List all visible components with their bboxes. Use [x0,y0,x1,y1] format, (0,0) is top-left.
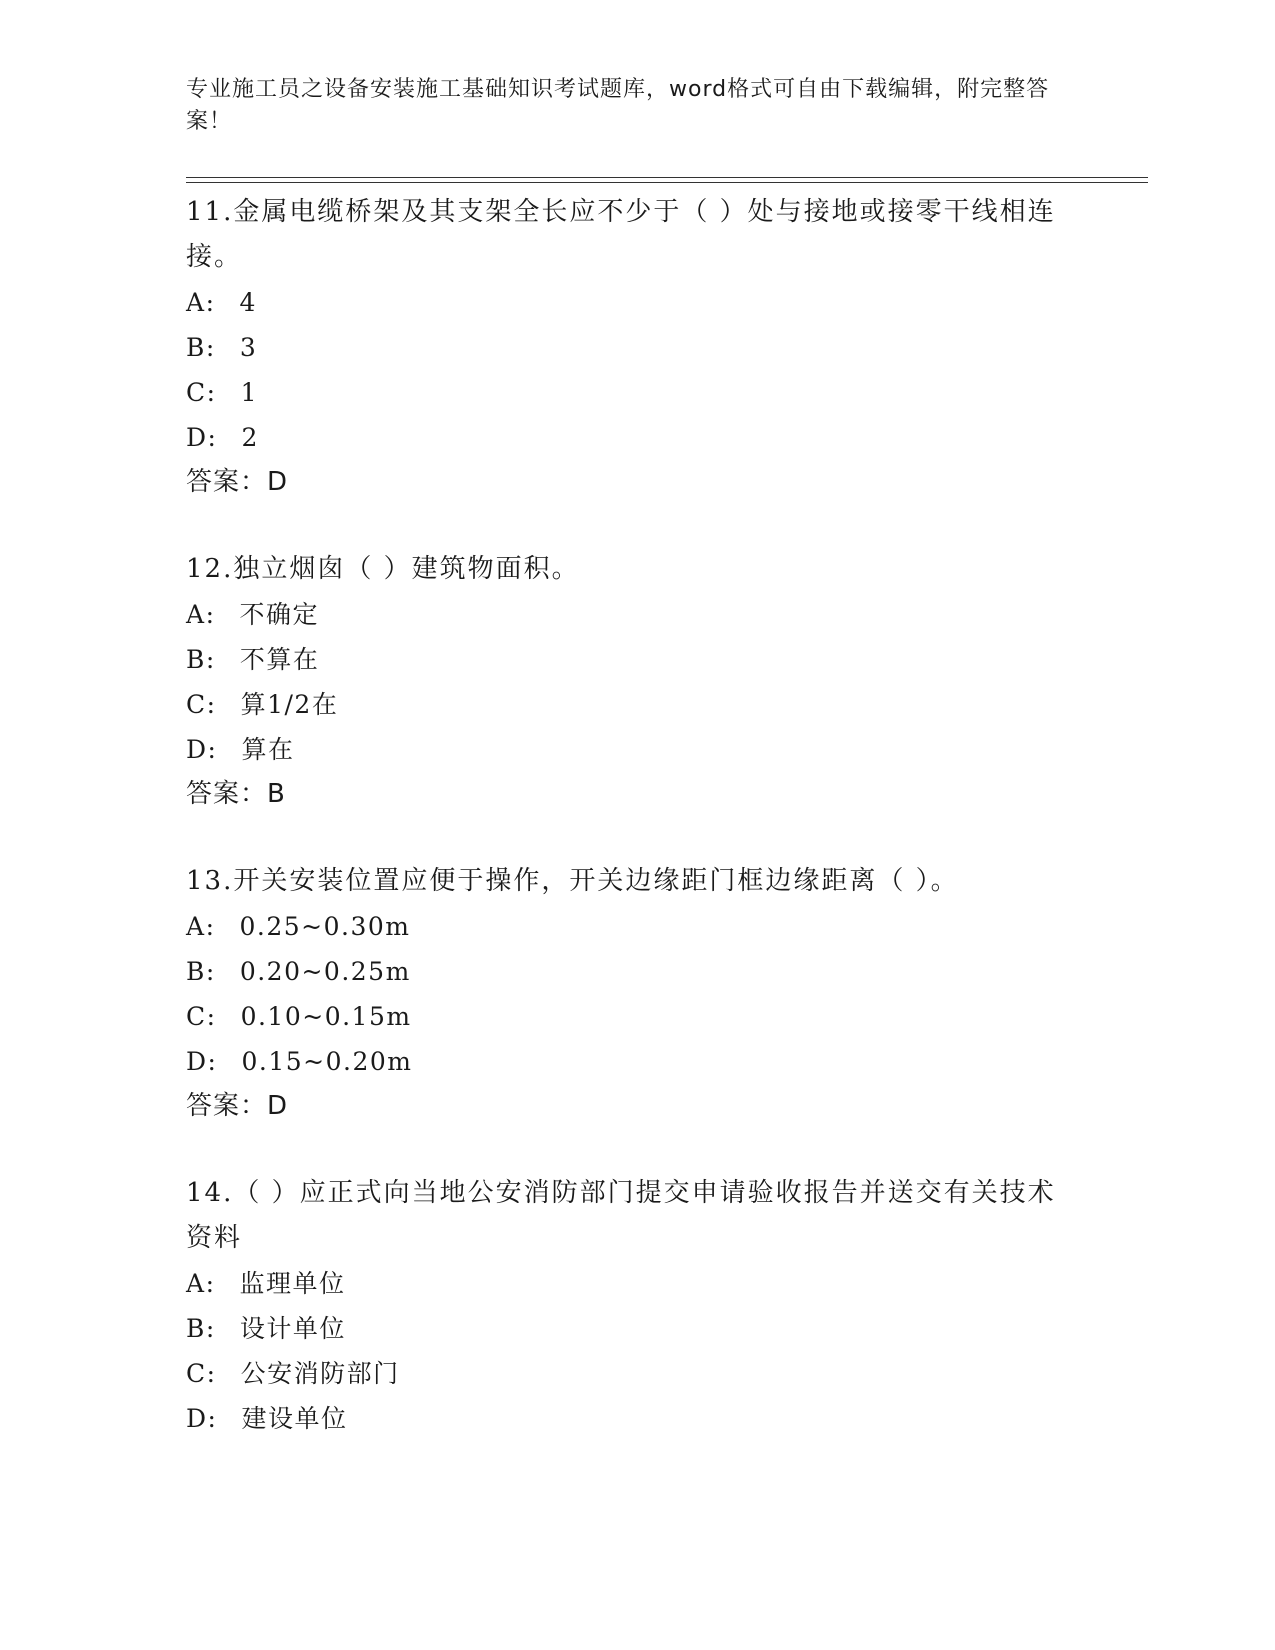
option-letter: B [186,333,206,362]
option-separator: : [207,735,218,764]
option-separator: : [205,912,216,941]
option-text: 设计单位 [239,1314,346,1343]
option-text: 1 [240,378,258,407]
option-separator: : [206,690,217,719]
option-separator: : [205,333,216,362]
option-text: 监理单位 [239,1269,346,1298]
option-c [186,1351,1066,1396]
option-a [186,904,1066,949]
option-separator: : [205,288,216,317]
answer-line: 答案：D [186,1091,289,1121]
option-letter: A [186,1269,206,1298]
option-letter: A [186,600,206,629]
question-12 [186,547,1066,817]
option-letter: B [186,1314,206,1343]
option-letter: C [186,1002,207,1031]
option-text: 4 [239,288,257,317]
option-text: 不算在 [239,645,320,674]
question-stem: 12.独立烟囱（ ）建筑物面积。 [186,554,580,584]
question-stem: 11.金属电缆桥架及其支架全长应不少于（ ）处与接地或接零干线相连接。 [186,197,1056,272]
answer-line: 答案：B [186,779,286,809]
option-a [186,592,1066,637]
option-letter: B [186,645,206,674]
option-b [186,637,1066,682]
question-stem: 14.（ ）应正式向当地公安消防部门提交申请验收报告并送交有关技术资料 [186,1178,1056,1253]
option-list [186,592,1066,772]
option-text: 算1/2在 [240,690,339,719]
option-d [186,727,1066,772]
option-text: 0.15~0.20m [241,1047,413,1076]
question-11 [186,190,1066,505]
document-header: 专业施工员之设备安装施工基础知识考试题库，word格式可自由下载编辑，附完整答案！ [186,77,1050,134]
option-separator: : [205,1269,216,1298]
option-separator: : [205,1314,216,1343]
option-text: 算在 [241,735,295,764]
option-text: 0.25~0.30m [239,912,411,941]
option-text: 2 [241,423,259,452]
option-list [186,904,1066,1084]
option-b [186,1306,1066,1351]
option-list [186,1261,1066,1441]
option-separator: : [205,600,216,629]
option-c [186,994,1066,1039]
option-d [186,415,1066,460]
option-b [186,325,1066,370]
option-separator: : [205,957,216,986]
option-letter: D [186,1404,208,1433]
option-letter: C [186,690,207,719]
header-divider-top [186,177,1148,178]
option-separator: : [207,1047,218,1076]
option-b [186,949,1066,994]
question-stem: 13.开关安装位置应便于操作，开关边缘距门框边缘距离（ ）。 [186,866,959,896]
option-separator: : [206,378,217,407]
option-text: 0.10~0.15m [240,1002,412,1031]
option-text: 3 [239,333,258,362]
option-a [186,280,1066,325]
answer-line: 答案：D [186,467,289,497]
option-separator: : [207,1404,218,1433]
option-text: 公安消防部门 [240,1359,400,1388]
option-separator: : [207,423,218,452]
option-letter: A [186,288,206,317]
option-text: 不确定 [239,600,320,629]
option-letter: D [186,423,208,452]
option-letter: D [186,1047,208,1076]
header-divider-bottom [186,182,1148,183]
option-separator: : [206,1359,217,1388]
option-letter: A [186,912,206,941]
option-list [186,280,1066,460]
question-list [186,190,1066,1483]
option-text: 0.20~0.25m [239,957,411,986]
question-14 [186,1171,1066,1441]
option-letter: C [186,378,207,407]
question-13 [186,859,1066,1129]
option-letter: B [186,957,206,986]
option-c [186,682,1066,727]
option-separator: : [206,1002,217,1031]
option-c [186,370,1066,415]
option-separator: : [205,645,216,674]
option-a [186,1261,1066,1306]
option-text: 建设单位 [241,1404,348,1433]
option-letter: D [186,735,208,764]
option-letter: C [186,1359,207,1388]
option-d [186,1039,1066,1084]
option-d [186,1396,1066,1441]
